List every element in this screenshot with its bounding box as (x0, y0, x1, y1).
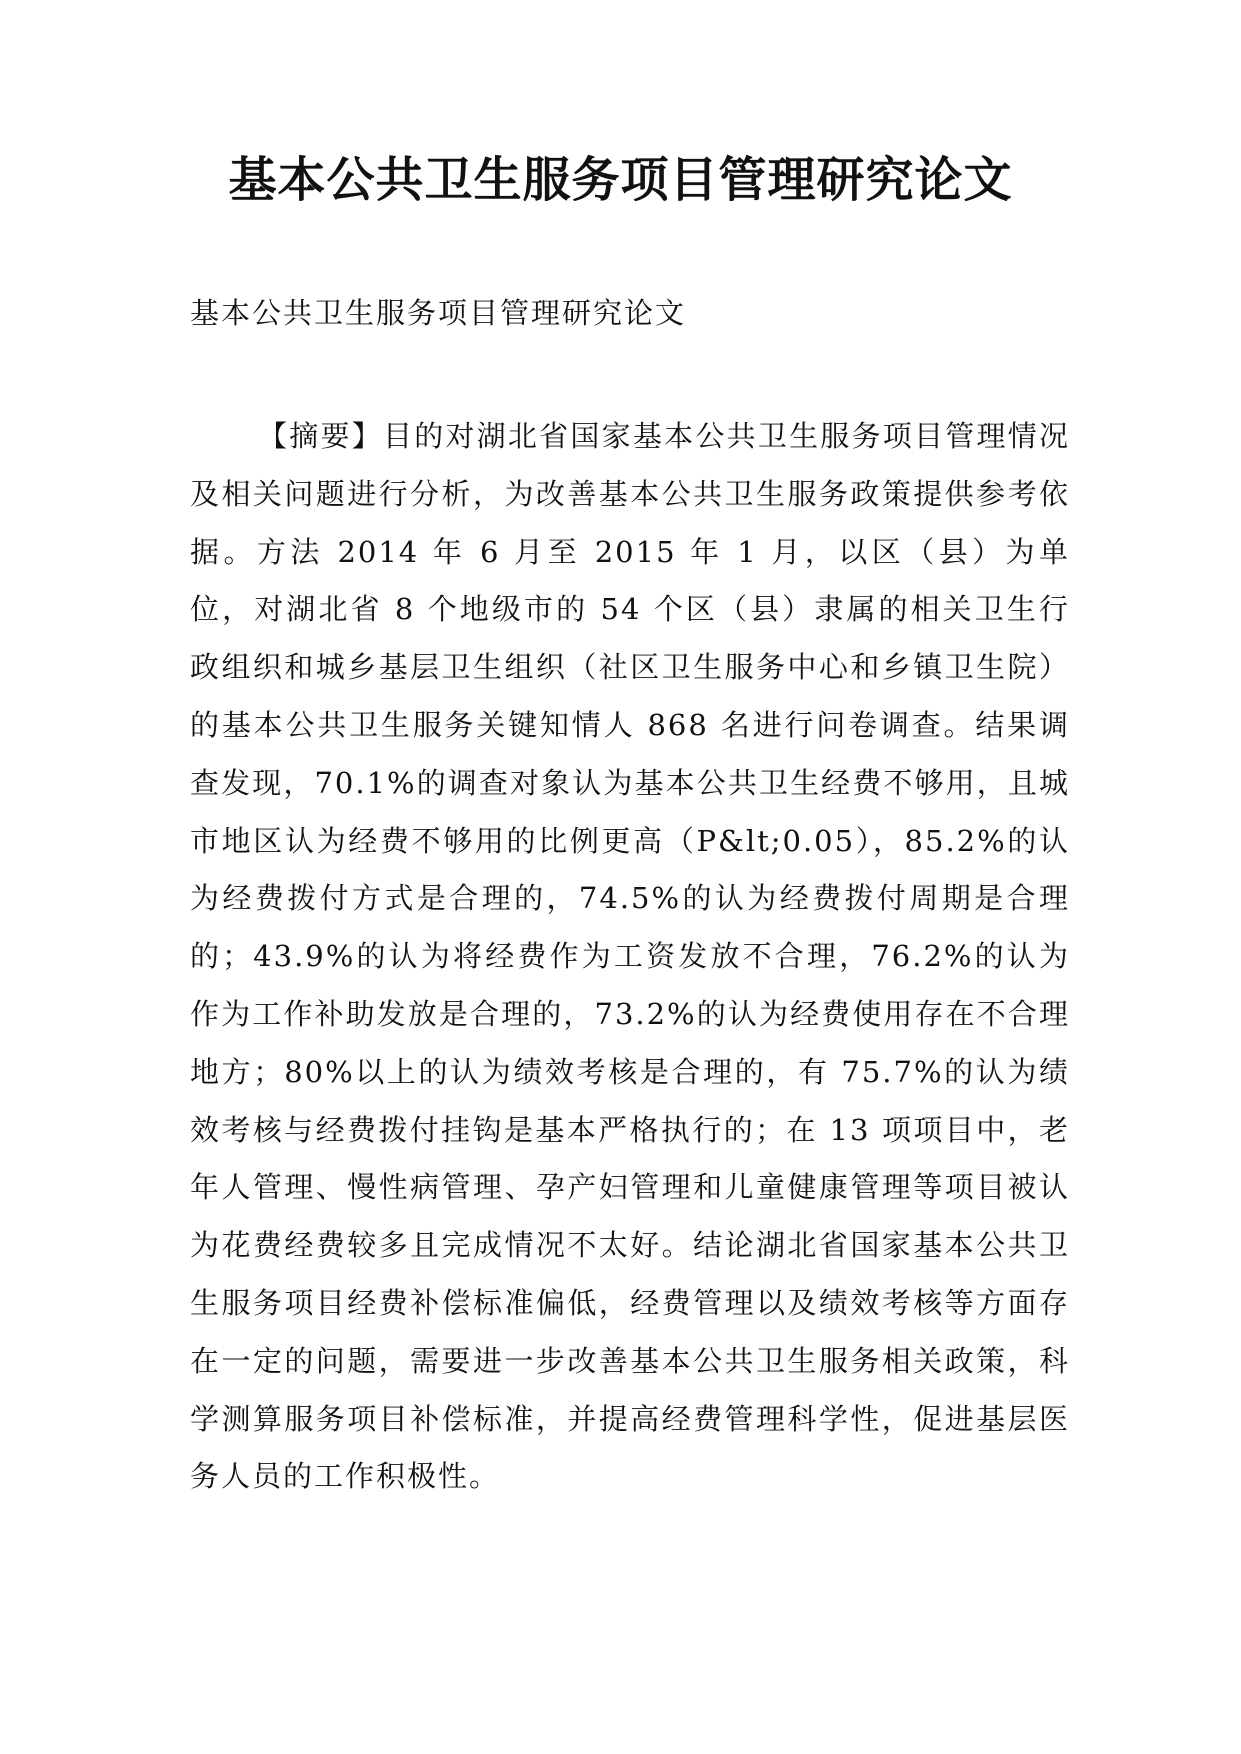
document-subtitle: 基本公共卫生服务项目管理研究论文 (190, 296, 687, 330)
abstract-paragraph: 【摘要】目的对湖北省国家基本公共卫生服务项目管理情况及相关问题进行分析，为改善基本公共卫生服务政策提供参考依据。方法 2014 年 6 月至 2015 年 1 月，以区（县）为单位，对湖北省 8 个地级市的 54 个区（县）隶属的相关卫生行政组织和城乡基层卫生组织（社区卫生服务中心和乡镇卫生院）的基本公共卫生服务关键知情人 868 名进行问卷调查。结果调查发现，70.1%的调查对象认为基本公共卫生经费不够用，且城市地区认为经费不够用的比例更高（P&lt;0.05），85.2%的认为经费拨付方式是合理的，74.5%的认为经费拨付周期是合理的；43.9%的认为将经费作为工资发放不合理，76.2%的认为作为工作补助发放是合理的，73.2%的认为经费使用存在不合理地方；80%以上的认为绩效考核是合理的，有 75.7%的认为绩效考核与经费拨付挂钩是基本严格执行的；在 13 项项目中，老年人管理、慢性病管理、孕产妇管理和儿童健康管理等项目被认为花费经费较多且完成情况不太好。结论湖北省国家基本公共卫生服务项目经费补偿标准偏低，经费管理以及绩效考核等方面存在一定的问题，需要进一步改善基本公共卫生服务相关政策，科学测算服务项目补偿标准，并提高经费管理科学性，促进基层医务人员的工作积极性。 (190, 419, 1070, 1494)
document-title: 基本公共卫生服务项目管理研究论文 (228, 152, 1013, 208)
